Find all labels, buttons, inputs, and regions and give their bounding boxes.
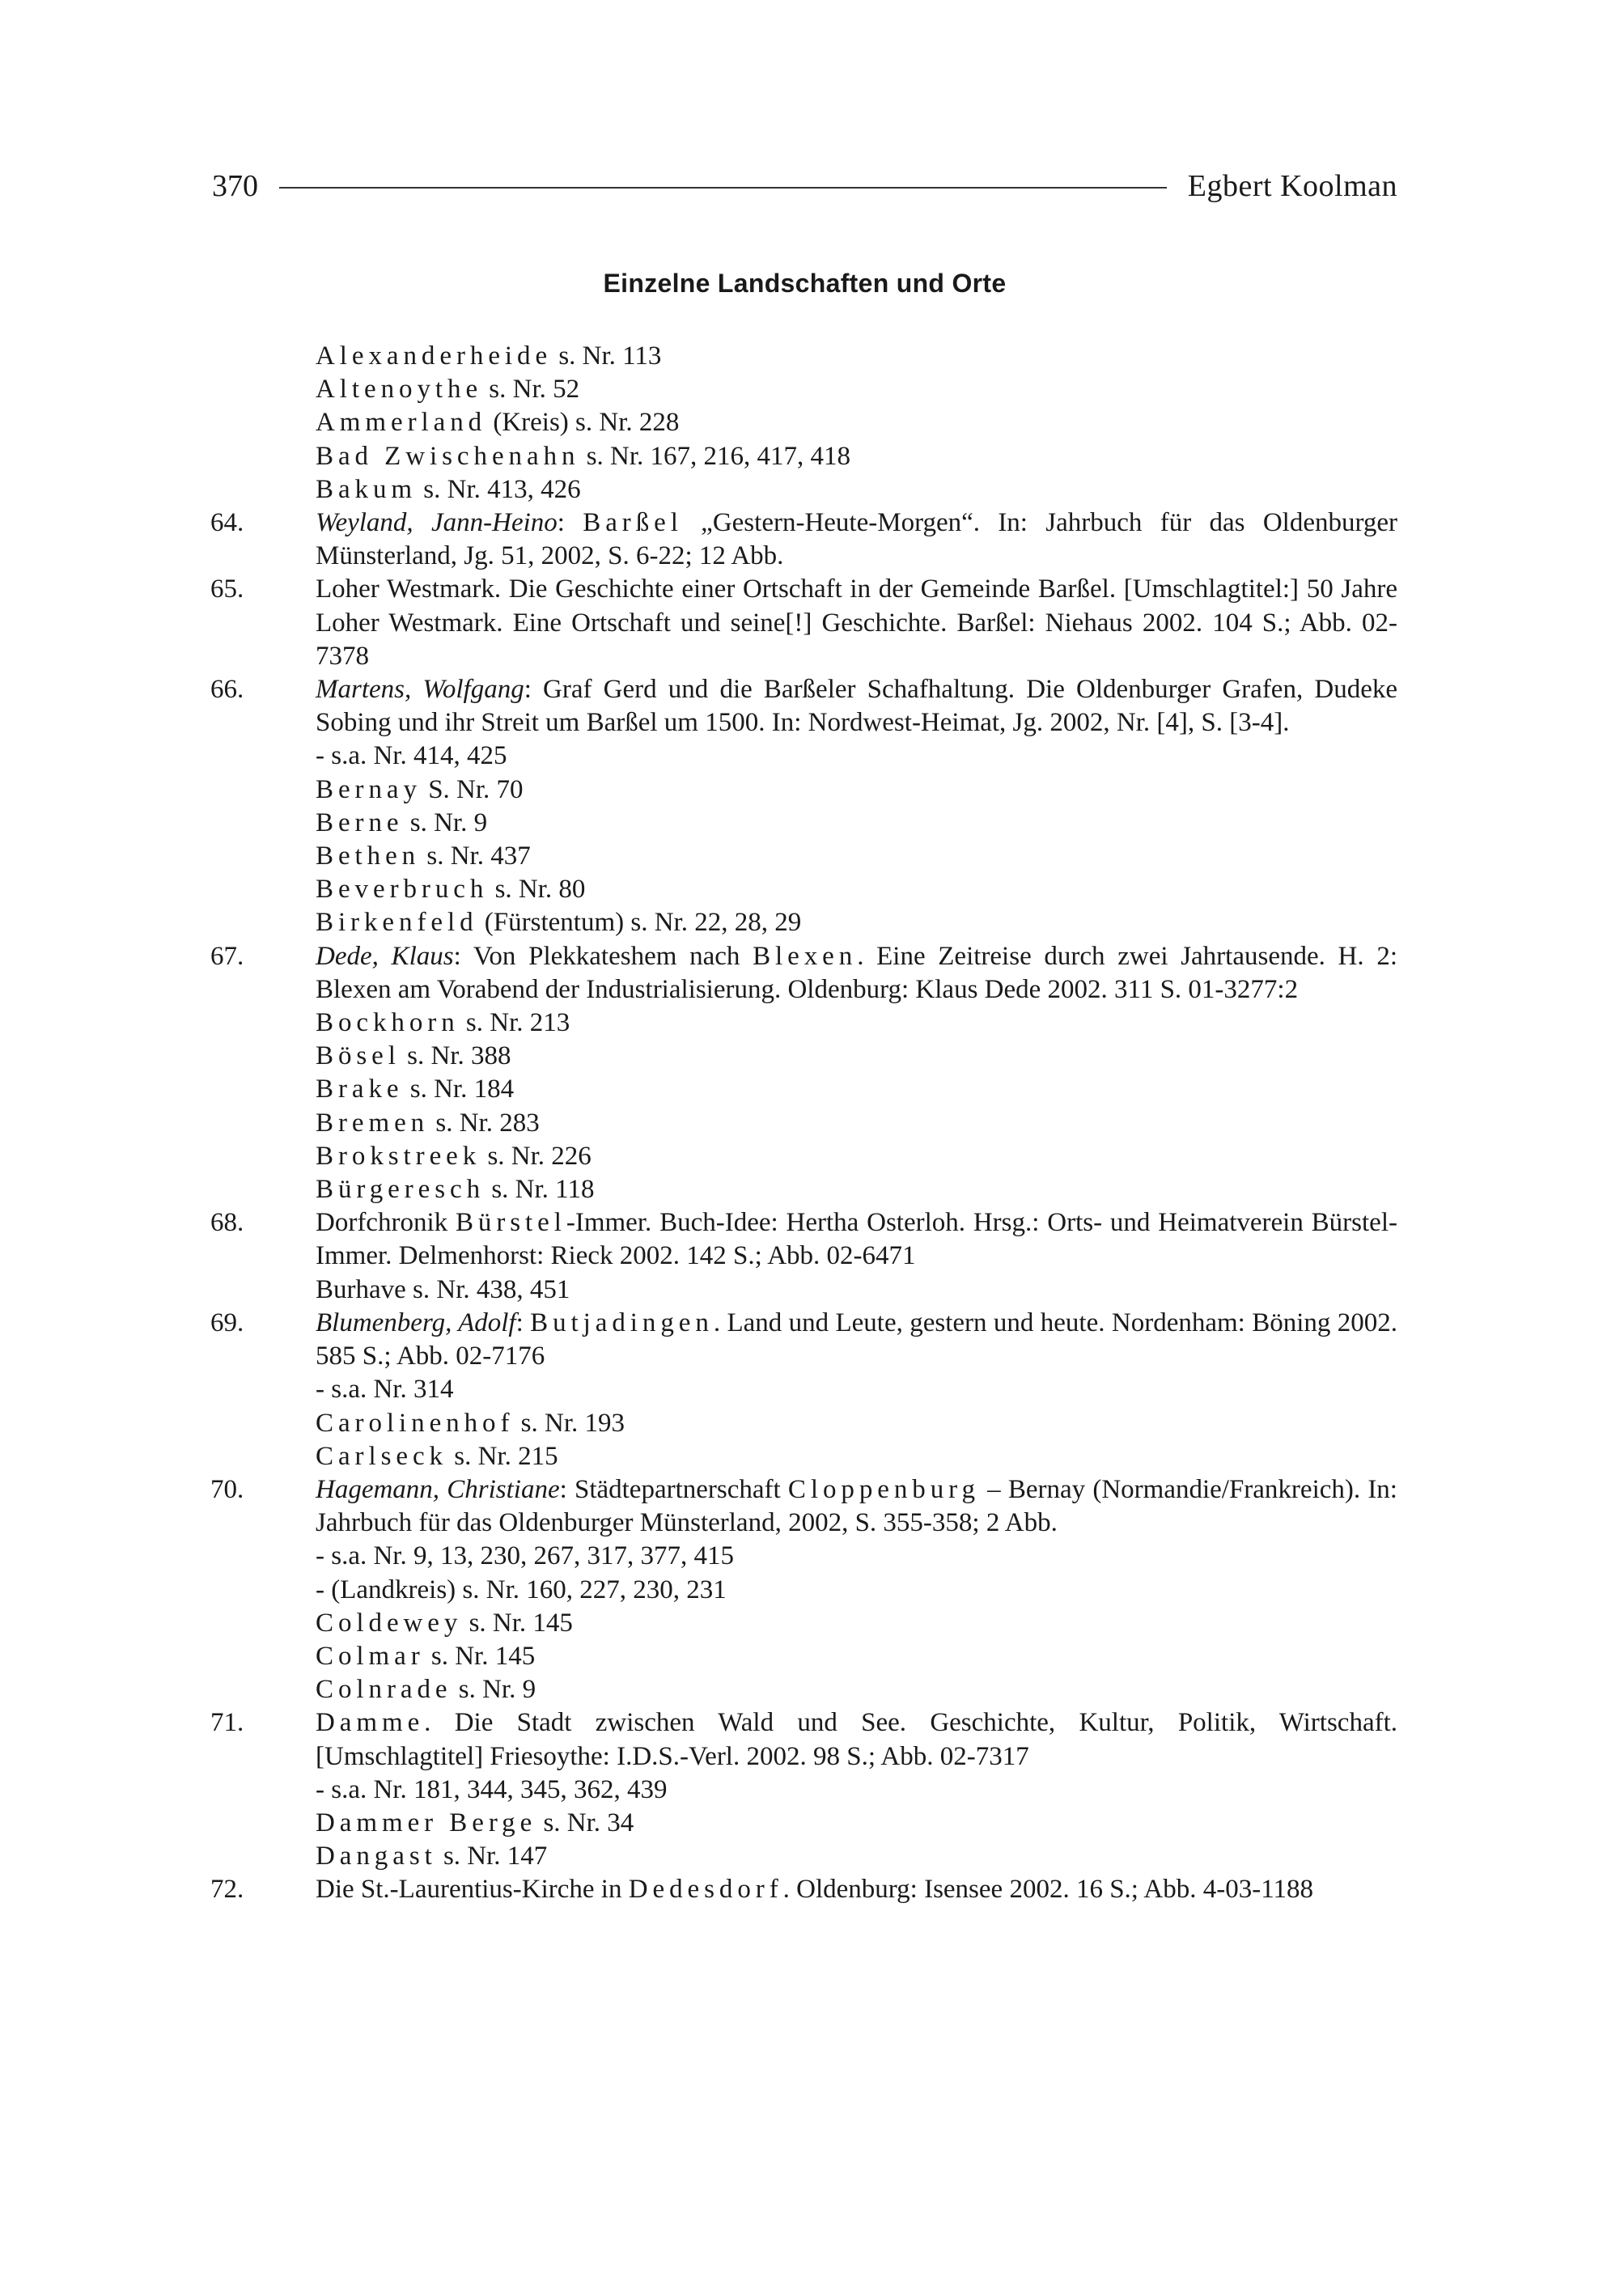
entry-text: . Die Stadt zwischen Wald und See. Geschichte, Kultur, Politik, Wirtschaft. [Umschlagtitel] Friesoythe: I.D.S.-Verl. 2002. 98 S.; Abb. 02-7317 bbox=[316, 1708, 1397, 1771]
author-name: Hagemann, Christiane bbox=[316, 1474, 560, 1504]
place-name: Dedesdorf bbox=[628, 1875, 783, 1905]
entry-text: s. Nr. 213 bbox=[459, 1008, 570, 1038]
place-name: Berne bbox=[316, 807, 404, 837]
index-line bbox=[316, 1774, 1397, 1807]
entry-number: 70. bbox=[210, 1474, 244, 1504]
entry-text: s. Nr. 388 bbox=[400, 1041, 511, 1071]
entry-text: s. Nr. 413, 426 bbox=[417, 474, 581, 504]
index-line bbox=[316, 1574, 1397, 1607]
entry-text: : Städtepartnerschaft bbox=[559, 1474, 788, 1504]
place-name: Brake bbox=[316, 1074, 404, 1104]
entry-text: (Kreis) s. Nr. 228 bbox=[486, 408, 680, 438]
entry-text: s. Nr. 80 bbox=[488, 875, 586, 905]
bibliography-entry bbox=[210, 1873, 1397, 1906]
place-name: Alexanderheide bbox=[316, 341, 553, 371]
place-name: Bürgeresch bbox=[316, 1175, 486, 1205]
index-line bbox=[316, 1840, 1397, 1873]
index-line bbox=[316, 473, 1397, 506]
author-name: Dede, Klaus bbox=[316, 941, 454, 971]
page-number: 370 bbox=[212, 169, 258, 203]
index-line bbox=[316, 1073, 1397, 1106]
entry-text: s. Nr. 147 bbox=[436, 1842, 548, 1871]
header-author: Egbert Koolman bbox=[1187, 169, 1397, 203]
place-name: Beverbruch bbox=[316, 875, 489, 905]
place-name: Bösel bbox=[316, 1041, 401, 1071]
entry-text: s. Nr. 167, 216, 417, 418 bbox=[579, 441, 851, 471]
place-name: Barßel bbox=[583, 508, 683, 538]
place-name: Dangast bbox=[316, 1842, 437, 1871]
index-line bbox=[316, 1173, 1397, 1206]
entry-text: : Graf Gerd und die Barßeler Schafhaltung. Die Oldenburger Grafen, Dudeke Sobing und ihr Streit um Barßel um 1500. In: Nordwest-Heimat, Jg. 2002, Nr. [4], S. [3-4]. bbox=[316, 675, 1397, 738]
place-name: Bremen bbox=[316, 1108, 430, 1138]
entry-text: s. Nr. 145 bbox=[462, 1608, 573, 1638]
entry-text: : bbox=[557, 508, 583, 538]
index-line bbox=[316, 406, 1397, 439]
place-name: Bernay bbox=[316, 774, 422, 804]
entry-number: 72. bbox=[210, 1875, 244, 1905]
index-line bbox=[316, 1540, 1397, 1573]
bibliography-entry bbox=[210, 1206, 1397, 1273]
place-name: Cloppenburg bbox=[787, 1474, 980, 1504]
place-name: Bethen bbox=[316, 841, 421, 871]
index-line bbox=[316, 1407, 1397, 1440]
entry-text: Loher Westmark. Die Geschichte einer Ortschaft in der Gemeinde Barßel. [Umschlagtitel:] 50 Jahre Loher Westmark. Eine Ortschaft und seine[!] Geschichte. Barßel: Niehaus 2002. 104 S.; Abb. 02-7378 bbox=[316, 574, 1397, 671]
entry-number: 68. bbox=[210, 1208, 244, 1238]
place-name: Coldewey bbox=[316, 1608, 463, 1638]
entry-number: 71. bbox=[210, 1708, 244, 1738]
entry-text: s. Nr. 437 bbox=[420, 841, 531, 871]
header-rule bbox=[279, 187, 1167, 189]
place-name: Colmar bbox=[316, 1641, 425, 1671]
place-name: Birkenfeld bbox=[316, 908, 478, 938]
index-line bbox=[316, 906, 1397, 939]
author-name: Blumenberg, Adolf bbox=[316, 1308, 516, 1337]
bibliography-entry bbox=[210, 1307, 1398, 1373]
entry-text: Die St.-Laurentius-Kirche in bbox=[316, 1875, 629, 1905]
entry-number: 69. bbox=[210, 1308, 244, 1337]
entry-text: : bbox=[515, 1308, 531, 1337]
index-line bbox=[316, 1640, 1397, 1673]
entry-text: S. Nr. 70 bbox=[421, 774, 524, 804]
entry-text: . Eine Zeitreise durch zwei Jahrtausende. H. 2: Blexen am Vorabend der Industrialisierung. Oldenburg: Klaus Dede 2002. 311 S. 01-3277:2 bbox=[316, 941, 1397, 1004]
index-line bbox=[316, 1040, 1397, 1073]
index-line bbox=[316, 1673, 1397, 1706]
entry-text: s. Nr. 226 bbox=[481, 1141, 592, 1171]
entry-number: 67. bbox=[210, 941, 244, 971]
index-line bbox=[316, 1373, 1397, 1406]
index-line bbox=[316, 373, 1397, 406]
entry-text: s. Nr. 9 bbox=[452, 1675, 536, 1705]
entry-text: Dorfchronik bbox=[316, 1208, 456, 1238]
index-line bbox=[316, 740, 1397, 773]
entry-text: . Land und Leute, gestern und heute. Nordenham: Böning 2002. 585 S.; Abb. 02-7176 bbox=[316, 1308, 1398, 1371]
bibliography-entry bbox=[210, 1473, 1397, 1540]
entry-text: Burhave s. Nr. 438, 451 bbox=[316, 1274, 570, 1304]
place-name: Dammer Berge bbox=[316, 1808, 537, 1837]
bibliography-entry bbox=[210, 1706, 1397, 1773]
entry-text: s. Nr. 215 bbox=[447, 1441, 558, 1471]
entry-text: s. Nr. 113 bbox=[552, 341, 662, 371]
place-name: Carolinenhof bbox=[316, 1408, 515, 1438]
entry-text: - s.a. Nr. 181, 344, 345, 362, 439 bbox=[316, 1774, 668, 1804]
index-line bbox=[316, 340, 1397, 373]
index-line bbox=[316, 1140, 1397, 1173]
running-header bbox=[212, 162, 1397, 210]
place-name: Bockhorn bbox=[316, 1008, 460, 1038]
bibliography-entry bbox=[210, 506, 1397, 573]
entry-number: 64. bbox=[210, 508, 244, 538]
entry-text: - (Landkreis) s. Nr. 160, 227, 230, 231 bbox=[316, 1575, 727, 1604]
entry-text: s. Nr. 193 bbox=[514, 1408, 625, 1438]
entry-text: s. Nr. 9 bbox=[403, 807, 488, 837]
place-name: Altenoythe bbox=[316, 375, 483, 405]
place-name: Carlseck bbox=[316, 1441, 447, 1471]
entry-text: . Oldenburg: Isensee 2002. 16 S.; Abb. 4-03-1188 bbox=[782, 1875, 1313, 1905]
index-line bbox=[316, 1107, 1397, 1140]
section-title: Einzelne Landschaften und Orte bbox=[603, 269, 1007, 298]
index-line bbox=[316, 807, 1397, 840]
entry-text: - s.a. Nr. 314 bbox=[316, 1375, 454, 1405]
index-line bbox=[316, 1440, 1397, 1473]
entry-text: s. Nr. 34 bbox=[536, 1808, 634, 1837]
index-line bbox=[316, 1607, 1397, 1640]
entry-text: s. Nr. 283 bbox=[429, 1108, 540, 1138]
index-line bbox=[316, 1274, 1397, 1307]
place-name: Colnrade bbox=[316, 1675, 452, 1705]
entry-text: - s.a. Nr. 414, 425 bbox=[316, 741, 507, 771]
index-line bbox=[316, 774, 1397, 807]
place-name: Brokstreek bbox=[316, 1141, 481, 1171]
entry-number: 66. bbox=[210, 675, 244, 705]
index-line bbox=[316, 840, 1397, 873]
place-name: Bürstel bbox=[455, 1208, 566, 1238]
place-name: Ammerland bbox=[316, 408, 487, 438]
entry-text: s. Nr. 184 bbox=[403, 1074, 515, 1104]
place-name: Damme bbox=[316, 1708, 425, 1738]
entry-text: s. Nr. 52 bbox=[482, 375, 580, 405]
place-name: Bad Zwischenahn bbox=[316, 441, 580, 471]
author-name: Martens, Wolfgang bbox=[316, 675, 524, 705]
index-line bbox=[316, 440, 1397, 473]
place-name: Blexen bbox=[753, 941, 858, 971]
place-name: Bakum bbox=[316, 474, 418, 504]
entry-text: - s.a. Nr. 9, 13, 230, 267, 317, 377, 415 bbox=[316, 1541, 734, 1571]
index-line bbox=[316, 1807, 1397, 1840]
entry-text: (Fürstentum) s. Nr. 22, 28, 29 bbox=[477, 908, 802, 938]
bibliography-entry bbox=[210, 940, 1397, 1007]
entry-text: „Gestern-Heute-Morgen“. In: Jahrbuch für das Oldenburger Münsterland, Jg. 51, 2002, S. 6-22; 12 Abb. bbox=[316, 508, 1397, 571]
entry-text: – Bernay (Normandie/Frankreich). In: Jahrbuch für das Oldenburger Münsterland, 2002, S. 355-358; 2 Abb. bbox=[316, 1474, 1397, 1538]
index-line bbox=[316, 873, 1397, 906]
entry-number: 65. bbox=[210, 574, 244, 604]
entry-text: : Von Plekkateshem nach bbox=[453, 941, 753, 971]
index-line bbox=[316, 1007, 1397, 1040]
bibliography-list bbox=[210, 340, 1398, 1907]
bibliography-entry bbox=[210, 573, 1397, 673]
place-name: Butjadingen bbox=[530, 1308, 714, 1337]
entry-text: s. Nr. 145 bbox=[424, 1641, 536, 1671]
entry-text: s. Nr. 118 bbox=[485, 1175, 595, 1205]
entry-text: -Immer. Buch-Idee: Hertha Osterloh. Hrsg.: Orts- und Heimatverein Bürstel-Immer. Delmenhorst: Rieck 2002. 142 S.; Abb. 02-6471 bbox=[316, 1208, 1397, 1271]
bibliography-entry bbox=[210, 673, 1397, 740]
author-name: Weyland, Jann-Heino bbox=[316, 508, 558, 538]
